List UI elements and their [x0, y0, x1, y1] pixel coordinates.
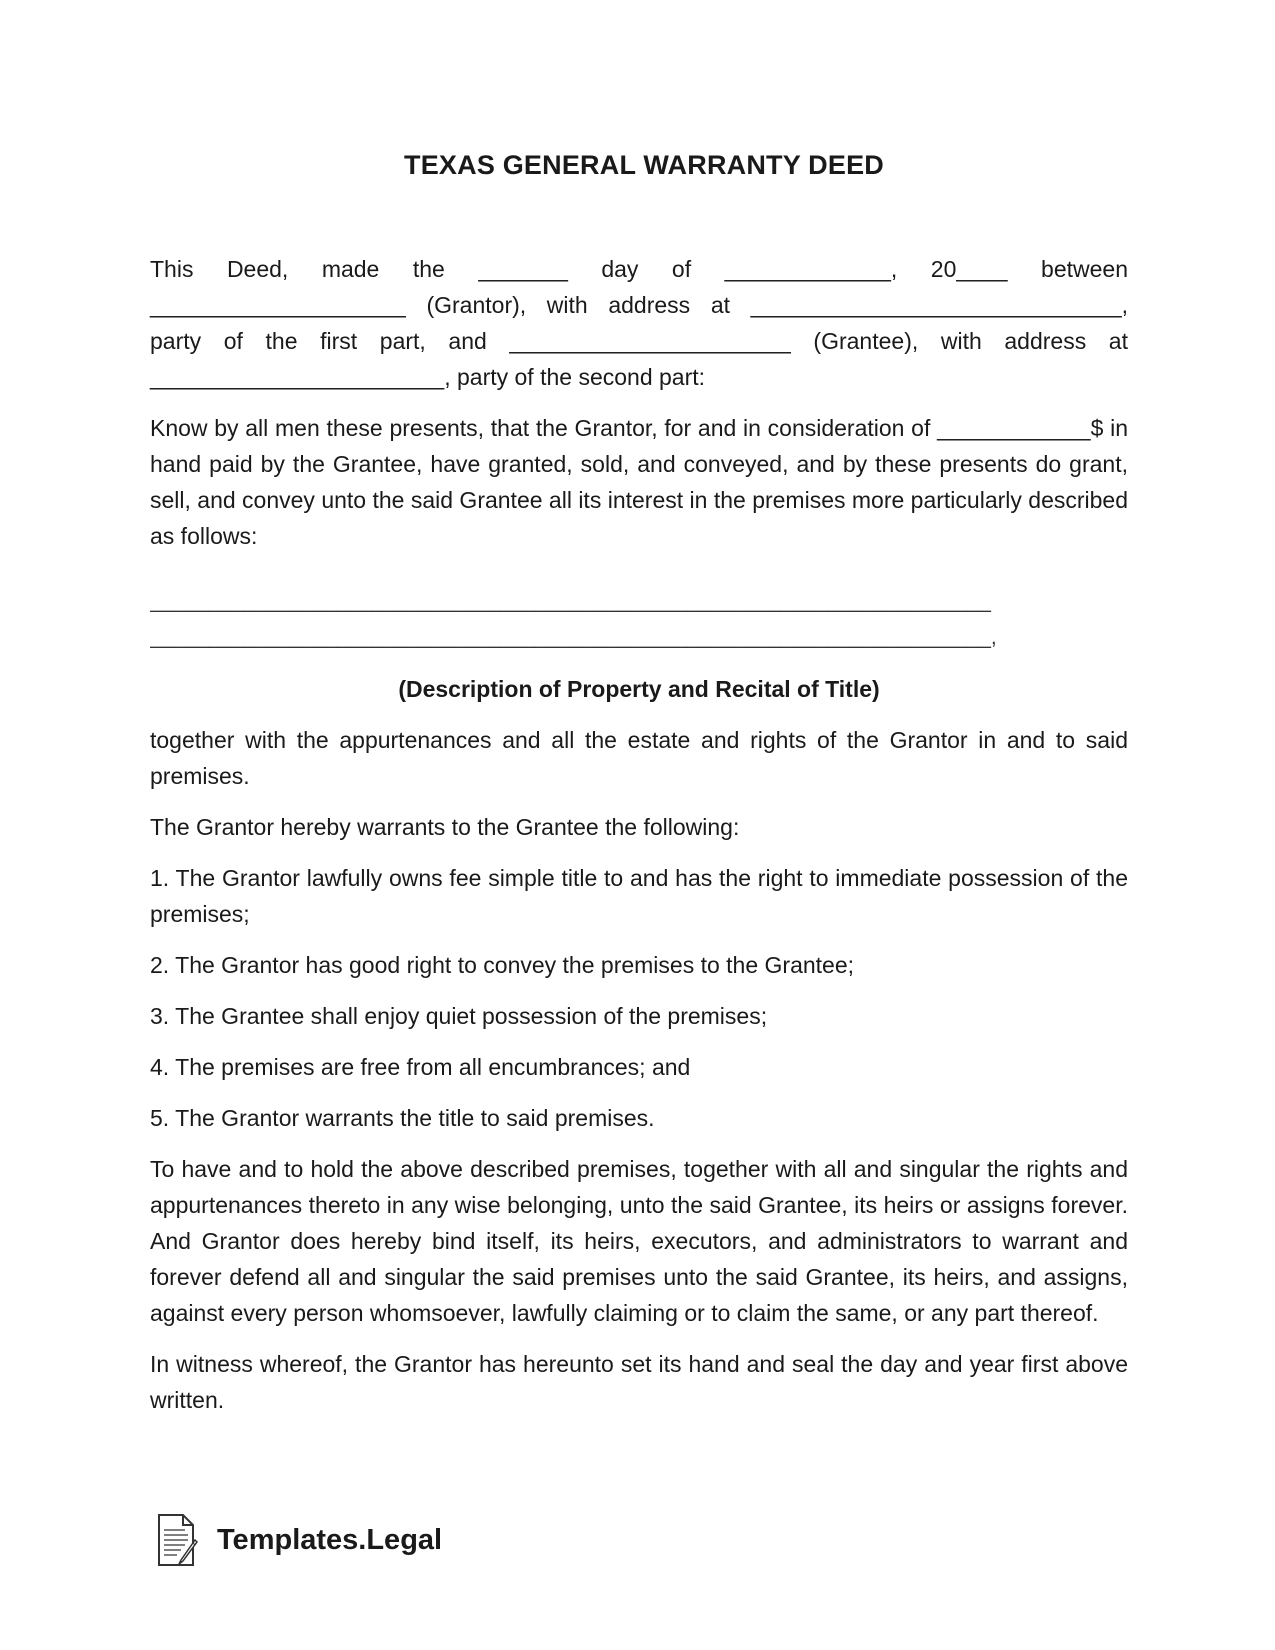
description-heading: (Description of Property and Recital of Title) [398, 676, 880, 702]
habendum-paragraph: To have and to hold the above described premises, together with all and singular the rights and appurtenances thereto in any wise belonging, unto the said Grantee, its heirs or assigns forever. And Grantor does hereby bind itself, its heirs, executors, and administrators to warrant and forever defend all and singular the said premises unto the said Grantee, its heirs, and assigns, against every person whomsoever, lawfully claiming or to claim the same, or any part thereof. [150, 1156, 1128, 1326]
document-pen-icon [155, 1512, 199, 1568]
consideration-paragraph: Know by all men these presents, that the Grantor, for and in consideration of ____________$ in hand paid by the Grantee, have granted, sold, and conveyed, and by these presents do grant, sell, and convey unto the said Grantee all its interest in the premises more particularly described as follows: [150, 415, 1128, 549]
document-title: TEXAS GENERAL WARRANTY DEED [404, 150, 884, 180]
warrants-intro: The Grantor hereby warrants to the Grantee the following: [150, 814, 740, 840]
appurtenances-paragraph: together with the appurtenances and all the estate and rights of the Grantor in and to said premises. [150, 727, 1128, 789]
intro-line-2: ____________________ (Grantor), with address at _____________________________, [150, 292, 1128, 318]
blank-line-1: ________________________________________________________________________ [150, 590, 991, 613]
warranty-item-2: 2. The Grantor has good right to convey the premises to the Grantee; [150, 952, 855, 978]
intro-paragraph [150, 251, 1128, 395]
witness-paragraph: In witness whereof, the Grantor has hereunto set its hand and seal the day and year first above written. [150, 1351, 1128, 1413]
intro-line-1: This Deed, made the _______ day of _____________, 20____ between [150, 256, 1128, 282]
intro-line-4: _______________________, party of the second part: [150, 364, 706, 390]
intro-line-3: party of the first part, and ______________________ (Grantee), with address at [150, 328, 1128, 354]
warranty-item-1: 1. The Grantor lawfully owns fee simple title to and has the right to immediate possession of the premises; [150, 865, 1128, 927]
warranty-item-4: 4. The premises are free from all encumbrances; and [150, 1054, 691, 1080]
brand-name: Templates.Legal [217, 1523, 443, 1556]
warranty-item-5: 5. The Grantor warrants the title to said premises. [150, 1105, 655, 1131]
deed-page [150, 150, 1128, 1433]
warranty-item-3: 3. The Grantee shall enjoy quiet possession of the premises; [150, 1003, 768, 1029]
property-description-blanks [150, 584, 1128, 656]
blank-line-2: ________________________________________________________________________, [150, 626, 997, 649]
footer-brand [155, 1510, 442, 1570]
